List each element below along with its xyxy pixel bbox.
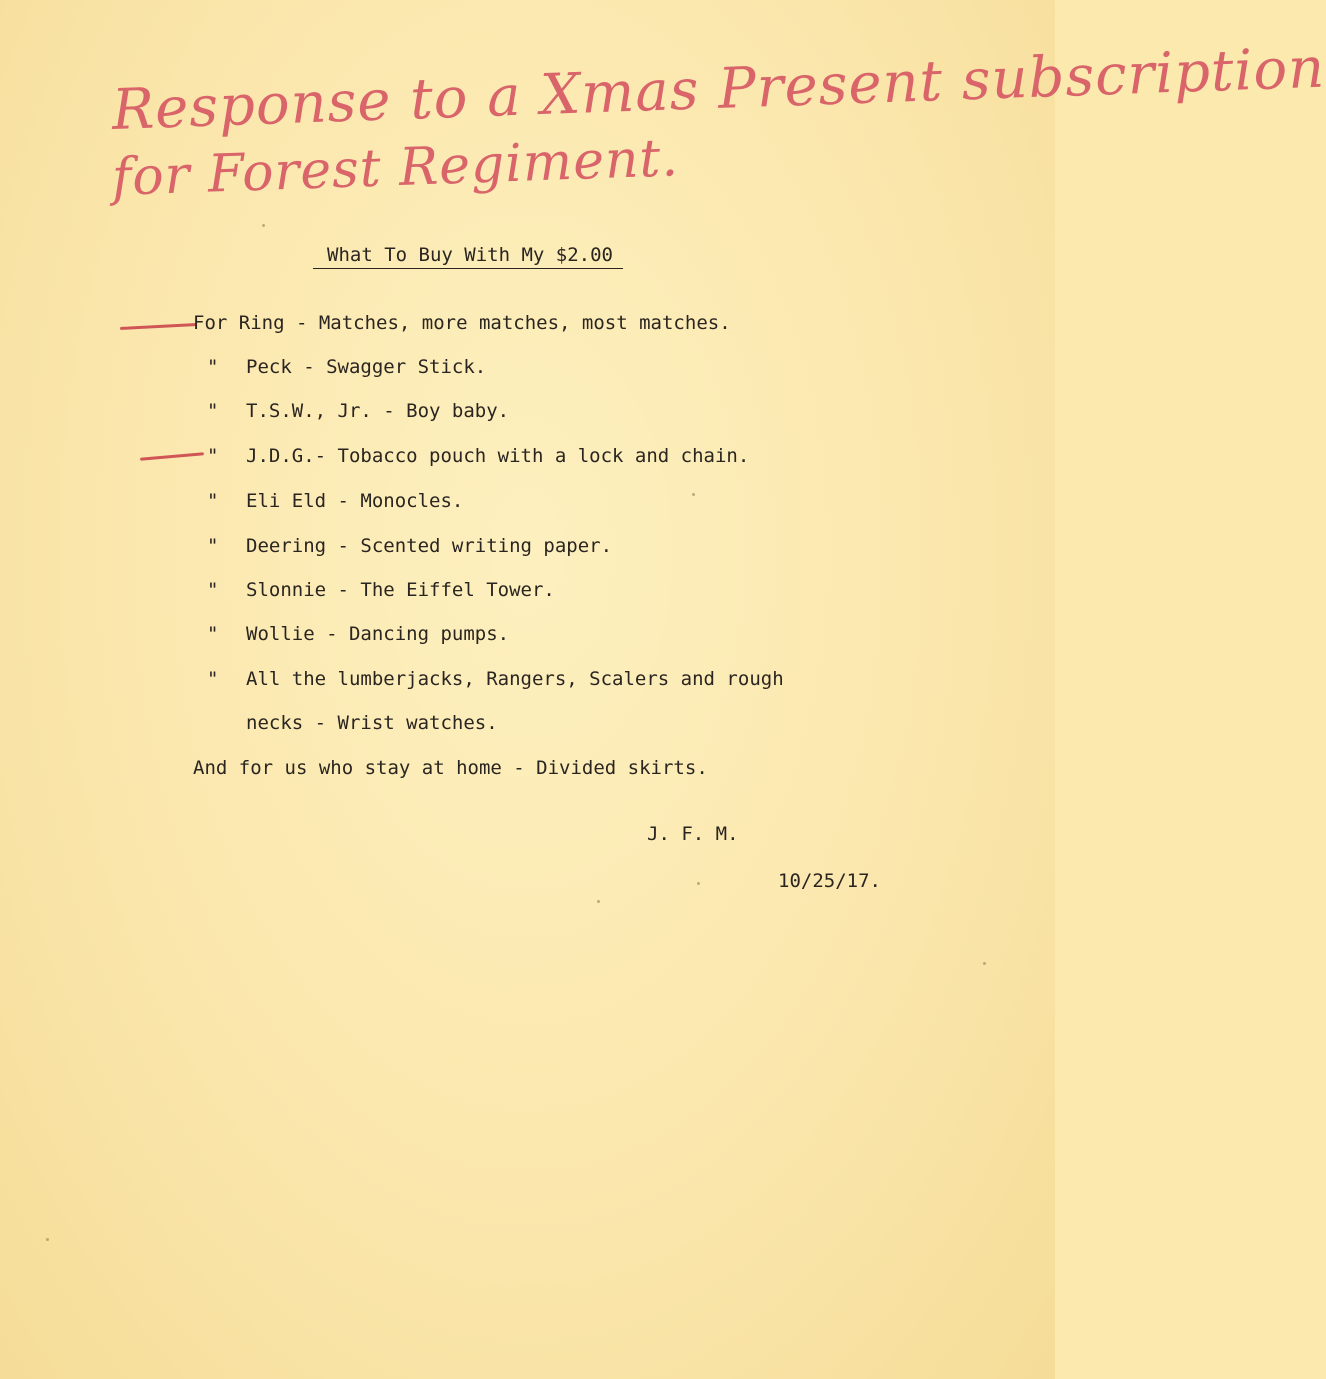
closing-line: And for us who stay at home - Divided skirts. <box>193 757 708 779</box>
red-check-mark-ring <box>120 323 196 330</box>
handwritten-note-line-1: Response to a Xmas Present subscription <box>110 35 1326 143</box>
ditto-mark: " <box>207 535 219 557</box>
ditto-mark: " <box>207 668 219 690</box>
gift-entry-tsw: T.S.W., Jr. - Boy baby. <box>246 400 510 422</box>
document-date: 10/25/17. <box>778 870 881 892</box>
paper-speck <box>983 962 986 965</box>
ditto-mark: " <box>207 400 219 422</box>
handwritten-note-line-2: for Forest Regiment. <box>110 128 680 208</box>
gift-entry-continuation: necks - Wrist watches. <box>246 712 498 734</box>
gift-entry-jdg: J.D.G.- Tobacco pouch with a lock and chain. <box>246 445 750 467</box>
gift-entry-deering: Deering - Scented writing paper. <box>246 535 613 557</box>
paper-speck <box>46 1238 49 1241</box>
gift-entry-slonnie: Slonnie - The Eiffel Tower. <box>246 579 555 601</box>
document-title: What To Buy With My $2.00 <box>313 244 623 269</box>
gift-entry-wollie: Wollie - Dancing pumps. <box>246 623 510 645</box>
paper-speck <box>597 900 600 903</box>
red-check-mark-jdg <box>140 452 204 461</box>
gift-entry-peck: Peck - Swagger Stick. <box>246 356 487 378</box>
ditto-mark: " <box>207 490 219 512</box>
paper-speck <box>697 882 700 885</box>
ditto-mark: " <box>207 623 219 645</box>
signature-initials: J. F. M. <box>647 823 739 845</box>
gift-entry-eli-eld: Eli Eld - Monocles. <box>246 490 464 512</box>
first-gift-line: For Ring - Matches, more matches, most matches. <box>193 312 731 334</box>
ditto-mark: " <box>207 356 219 378</box>
ditto-mark: " <box>207 445 219 467</box>
gift-entry-lumberjacks: All the lumberjacks, Rangers, Scalers and rough <box>246 668 784 690</box>
paper-speck <box>692 493 695 496</box>
ditto-mark: " <box>207 579 219 601</box>
paper-speck <box>262 224 265 227</box>
